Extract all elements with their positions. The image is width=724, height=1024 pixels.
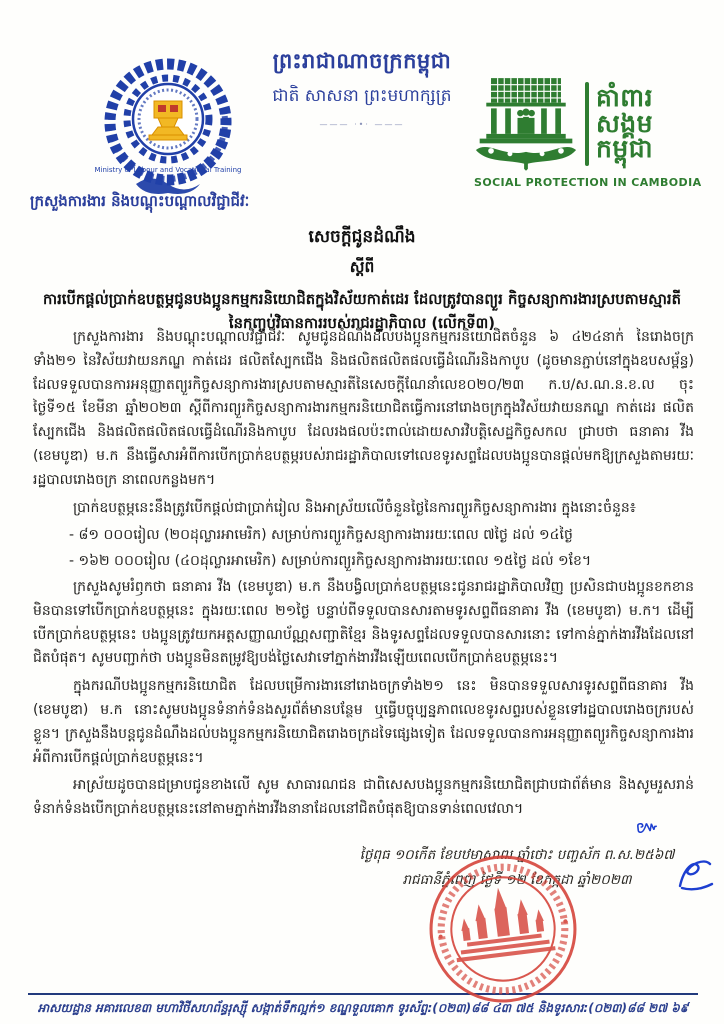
paragraph-1: ក្រសួងការងារ និងបណ្តុះបណ្តាលវិជ្ជាជីវៈ សូមជូនដំណឹងដល់បងប្អូនកម្មករនិយោជិតចំនួន ៦ ៤២៤នាក់ នៃរោងចក្រទាំង២១ នៃវិស័យវាយនភណ្ឌ កាត់ដេរ ផលិតស្បែកជើង និងផលិតផលិតផលធ្វើដំណើរនិងកាបូប (ដូចមានភ្ជាប់នៅក្នុងឧបសម្ព័ន្ធ) ដែលទទួលបានការអនុញ្ញាតព្យួរកិច្ចសន្យាការងារស្របតាមស្មារតីនៃសេចក្តីណែនាំលេខ០២០/២៣ ក.ប/ស.ណ.ន.ខ.ល ចុះថ្ងៃទី១៥ ខែមីនា ឆ្នាំ២០២៣ ស្តីពីការព្យួរកិច្ចសន្យាការងារកម្មករនិយោជិតធ្វើការនៅរោងចក្រក្នុងវិស័យវាយនភណ្ឌ កាត់ដេរ ផលិតស្បែកជើង និងផលិតផលិតផលធ្វើដំណើរនិងកាបូប ដែលរងផលប៉ះពាល់ដោយសារវិបត្តិសេដ្ឋកិច្ចសកល ជ្រាបថា ធនាគារ វីង (ខេមបូឌា) ម.ក នឹងធ្វើសារអំពីការបើកប្រាក់ឧបត្ថម្ភរបស់រាជរដ្ឋាភិបាលទៅលេខទូរសព្ទដែលបងប្អូនបានផ្តល់មកឱ្យក្រសួងតាមរយៈរដ្ឋបាលរោងចក្រ នាពេលកន្លងមក។ xyxy=(33,329,694,488)
ministry-of-labour-seal-icon xyxy=(86,56,250,204)
paragraph-4: ក្នុងករណីបងប្អូនកម្មករនិយោជិត ដែលបម្រើការងារនៅរោងចក្រទាំង២១ នេះ មិនបានទទួលសារទូរសព្ទពីធនាគារ វីង (ខេមបូឌា) ម.ក នោះសូមបងប្អូនទំនាក់ទំនងសួរព័ត៌មានបន្ថែម ឬធ្វើបច្ចុប្បន្នភាពលេខទូរសព្ទរបស់ខ្លួនទៅរដ្ឋបាលរោងចក្ររបស់ខ្លួន។ ក្រសួងនឹងបន្តជូនដំណឹងដល់បងប្អូនកម្មករនិយោជិតរោងចក្រដទៃផ្សេងទៀត ដែលទទួលបានការអនុញ្ញាតព្យួរកិច្ចសន្យាការងារអំពីការបើកផ្តល់ប្រាក់ឧបត្ថម្ភនេះ។ xyxy=(33,678,694,766)
allowance-bullet-2: - ១៦២ ០០០រៀល (៤០ដុល្លារអាមេរិក) សម្រាប់ការព្យួរកិច្ចសន្យាការងាររយៈពេល ១៥ថ្ងៃ ដល់ ១ខែ។ xyxy=(69,553,592,570)
logo-khmer-line3: កម្ពុជា xyxy=(596,134,654,164)
document-title-block xyxy=(0,226,724,337)
nation-religion-king: ជាតិ សាសនា ព្រះមហាក្សត្រ xyxy=(272,86,452,106)
footer-address: អាសយដ្ឋាន អគារលេខ៣ មហាវិថីសហព័ន្ធរុស្ស៊ី សង្កាត់ទឹកល្អក់១ ខណ្ឌទួលគោក ទូរស័ព្ទ:(០២៣)៨៨ ៤៣ ៧៥ និងទូរសារ:(០២៣)៨៨ ២៧ ៦៩ xyxy=(37,1001,689,1015)
logo-divider-bar xyxy=(585,82,589,166)
social-protection-emblem-icon xyxy=(474,76,578,171)
paragraph-5: អាស្រ័យដូចបានជម្រាបជូនខាងលើ សូម សាធារណជន ជាពិសេសបងប្អូនកម្មករនិយោជិតជ្រាបជាព័ត៌មាន និងសូមរួសរាន់ទំនាក់ទំនងបើកប្រាក់ឧបត្ថម្ភនេះនៅតាមភ្នាក់ងារវីងនានាដែលនៅជិតបំផុតឱ្យបានទាន់ពេលវេលា។ xyxy=(33,777,694,818)
ministry-name: ក្រសួងការងារ និងបណ្តុះបណ្តាលវិជ្ជាជីវៈ xyxy=(30,192,250,210)
social-protection-caption: SOCIAL PROTECTION IN CAMBODIA xyxy=(474,176,702,189)
title-announcement: សេចក្តីជូនដំណឹង xyxy=(308,227,416,247)
handwritten-closing-mark: ៚ xyxy=(634,815,660,838)
lunar-date-line: ថ្ងៃពុធ ១០កើត ខែបឋមាសាឍ ឆ្នាំថោះ បញ្ចស័ក ព.ស.២៥៦៧ xyxy=(359,847,675,863)
ministry-seal xyxy=(86,56,250,204)
logo-khmer-text xyxy=(596,85,653,162)
ministry-round-stamp-icon xyxy=(418,844,587,1013)
title-subject: ការបើកផ្តល់ប្រាក់ឧបត្ថម្ភជូនបងប្អូនកម្មករនិយោជិតក្នុងវិស័យកាត់ដេរ ដែលត្រូវបានព្យួរ កិច្ចសន្យាការងារស្របតាមស្មារតីនៃកញ្ចប់វិធានការរបស់រាជរដ្ឋាភិបាល (លើកទី៣) xyxy=(43,291,681,333)
document-body xyxy=(33,326,694,826)
footer xyxy=(28,993,698,1018)
motto-divider: ——— ·•· ——— xyxy=(319,120,405,129)
allowance-bullet-1: - ៨១ ០០០រៀល (២០ដុល្លារអាមេរិក) សម្រាប់ការព្យួរកិច្ចសន្យាការងាររយៈពេល ៧ថ្ងៃ ដល់ ១៤ថ្ងៃ xyxy=(69,527,573,544)
gregorian-date-line: រាជធានីភ្នំពេញ ថ្ងៃទី ១២ ខែកក្កដា ឆ្នាំ២០២៣ xyxy=(402,872,632,888)
kingdom-title: ព្រះរាជាណាចក្រកម្ពុជា xyxy=(272,49,452,73)
logo-khmer-line2: សង្គម xyxy=(596,108,654,138)
seal-caption-text: Ministry of Labour and Vocational Training xyxy=(94,166,242,174)
signature-icon xyxy=(676,856,718,892)
paragraph-2: ប្រាក់ឧបត្ថម្ភនេះនឹងត្រូវបើកផ្តល់ជាប្រាក់រៀល និងអាស្រ័យលើចំនួនថ្ងៃនៃការព្យួរកិច្ចសន្យាការងារ ក្នុងនោះចំនួន៖ xyxy=(73,499,636,516)
social-protection-logo xyxy=(474,76,718,189)
header-motto xyxy=(272,48,451,129)
title-regarding: ស្តីពី xyxy=(349,258,375,276)
paragraph-3: ក្រសួងសូមរំឭកថា ធនាគារ វីង (ខេមបូឌា) ម.ក នឹងបង្វិលប្រាក់ឧបត្ថម្ភនេះជូនរាជរដ្ឋាភិបាលវិញ ប្រសិនជាបងប្អូនខកខាន មិនបានទៅបើកប្រាក់ឧបត្ថម្ភនេះ ក្នុងរយៈពេល ២១ថ្ងៃ បន្ទាប់ពីទទួលបានសារតាមទូរសព្ទពីធនាគារ វីង (ខេមបូឌា) ម.ក។ ដើម្បីបើកប្រាក់ឧបត្ថម្ភនេះ បងប្អូនត្រូវយកអត្តសញ្ញាណប័ណ្ណសញ្ជាតិខ្មែរ និងទូរសព្ទដែលទទួលបានសារនោះ ទៅកាន់ភ្នាក់ងារវីងដែលនៅជិតបំផុត។ សូមបញ្ជាក់ថា បងប្អូនមិនតម្រូវឱ្យបង់ថ្លៃសេវាទៅភ្នាក់ងារវីងឡើយពេលបើកប្រាក់ឧបត្ថម្ភនេះ។ xyxy=(33,578,694,667)
logo-khmer-line1: គាំពារ xyxy=(596,83,654,113)
